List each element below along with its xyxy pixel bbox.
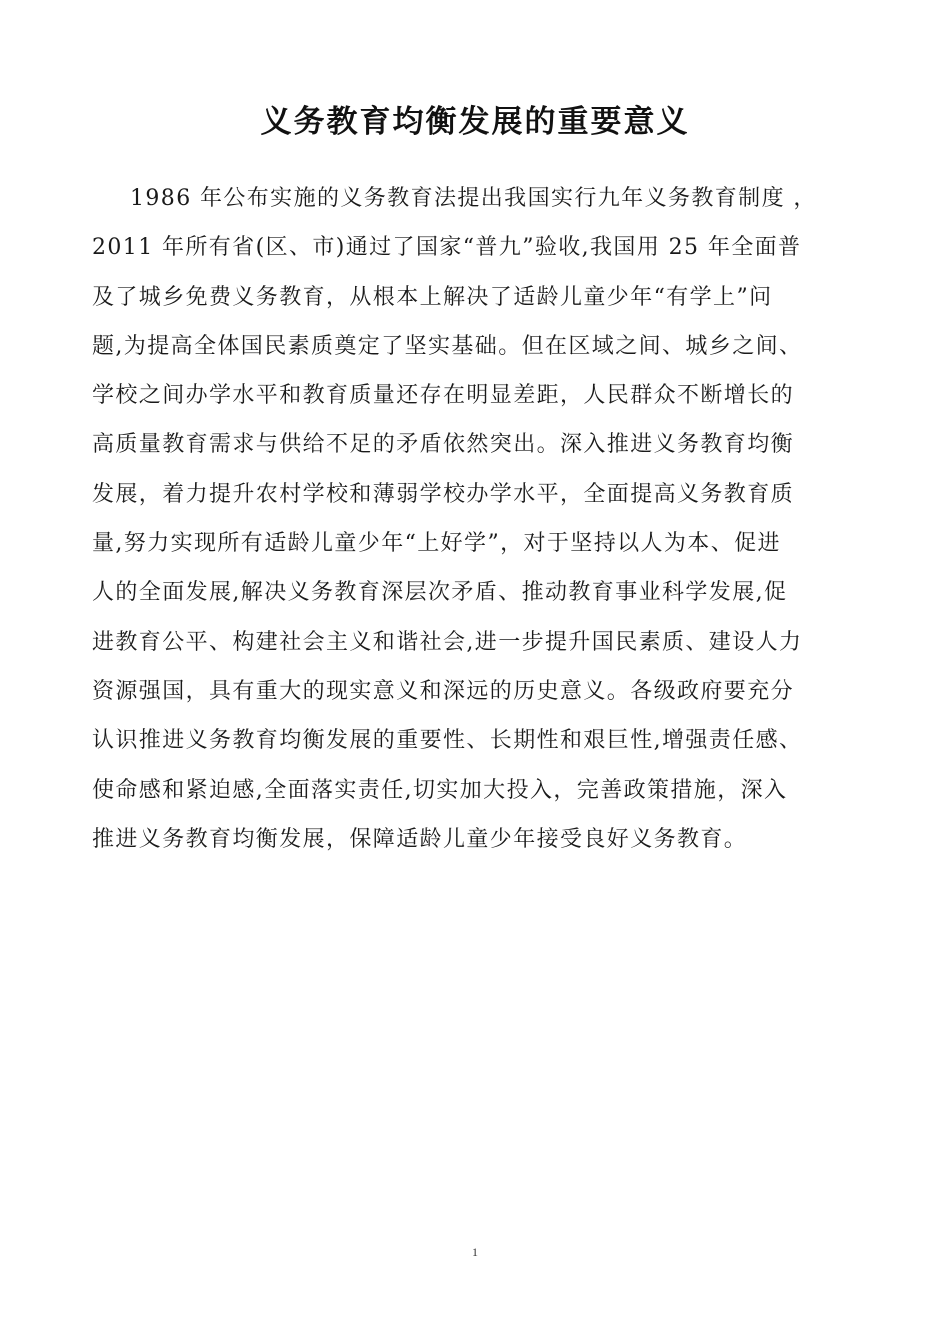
paragraph-line: 学校之间办学水平和教育质量还存在明显差距，人民群众不断增长的: [92, 383, 795, 409]
paragraph-line: 题,为提高全体国民素质奠定了坚实基础。但在区域之间、城乡之间、: [92, 333, 803, 359]
page-number: 1: [472, 1245, 478, 1259]
paragraph-line: 及了城乡免费义务教育，从根本上解决了适龄儿童少年“有学上”问: [92, 284, 773, 310]
paragraph-line: 推进义务教育均衡发展，保障适龄儿童少年接受良好义务教育。: [92, 826, 748, 852]
paragraph-line: 高质量教育需求与供给不足的矛盾依然突出。深入推进义务教育均衡: [92, 432, 795, 458]
paragraph-line: 1986 年公布实施的义务教育法提出我国实行九年义务教育制度 ，: [130, 186, 817, 211]
paragraph-line: 资源强国，具有重大的现实意义和深远的历史意义。各级政府要充分: [92, 678, 795, 704]
document-title: 义务教育均衡发展的重要意义: [260, 104, 690, 140]
paragraph-line: 量,努力实现所有适龄儿童少年“上好学”，对于坚持以人为本、促进: [92, 531, 781, 557]
paragraph-line: 进教育公平、构建社会主义和谐社会,进一步提升国民素质、建设人力: [92, 629, 803, 655]
paragraph-line: 2011 年所有省(区、市)通过了国家“普九”验收,我国用 25 年全面普: [92, 235, 802, 261]
paragraph-line: 认识推进义务教育均衡发展的重要性、长期性和艰巨性,增强责任感、: [92, 728, 803, 754]
paragraph-line: 使命感和紧迫感,全面落实责任,切实加大投入，完善政策措施，深入: [92, 777, 788, 803]
body-paragraph: [92, 174, 860, 864]
paragraph-line: 人的全面发展,解决义务教育深层次矛盾、推动教育事业科学发展,促: [92, 580, 788, 606]
paragraph-line: 发展，着力提升农村学校和薄弱学校办学水平，全面提高义务教育质: [92, 481, 795, 507]
